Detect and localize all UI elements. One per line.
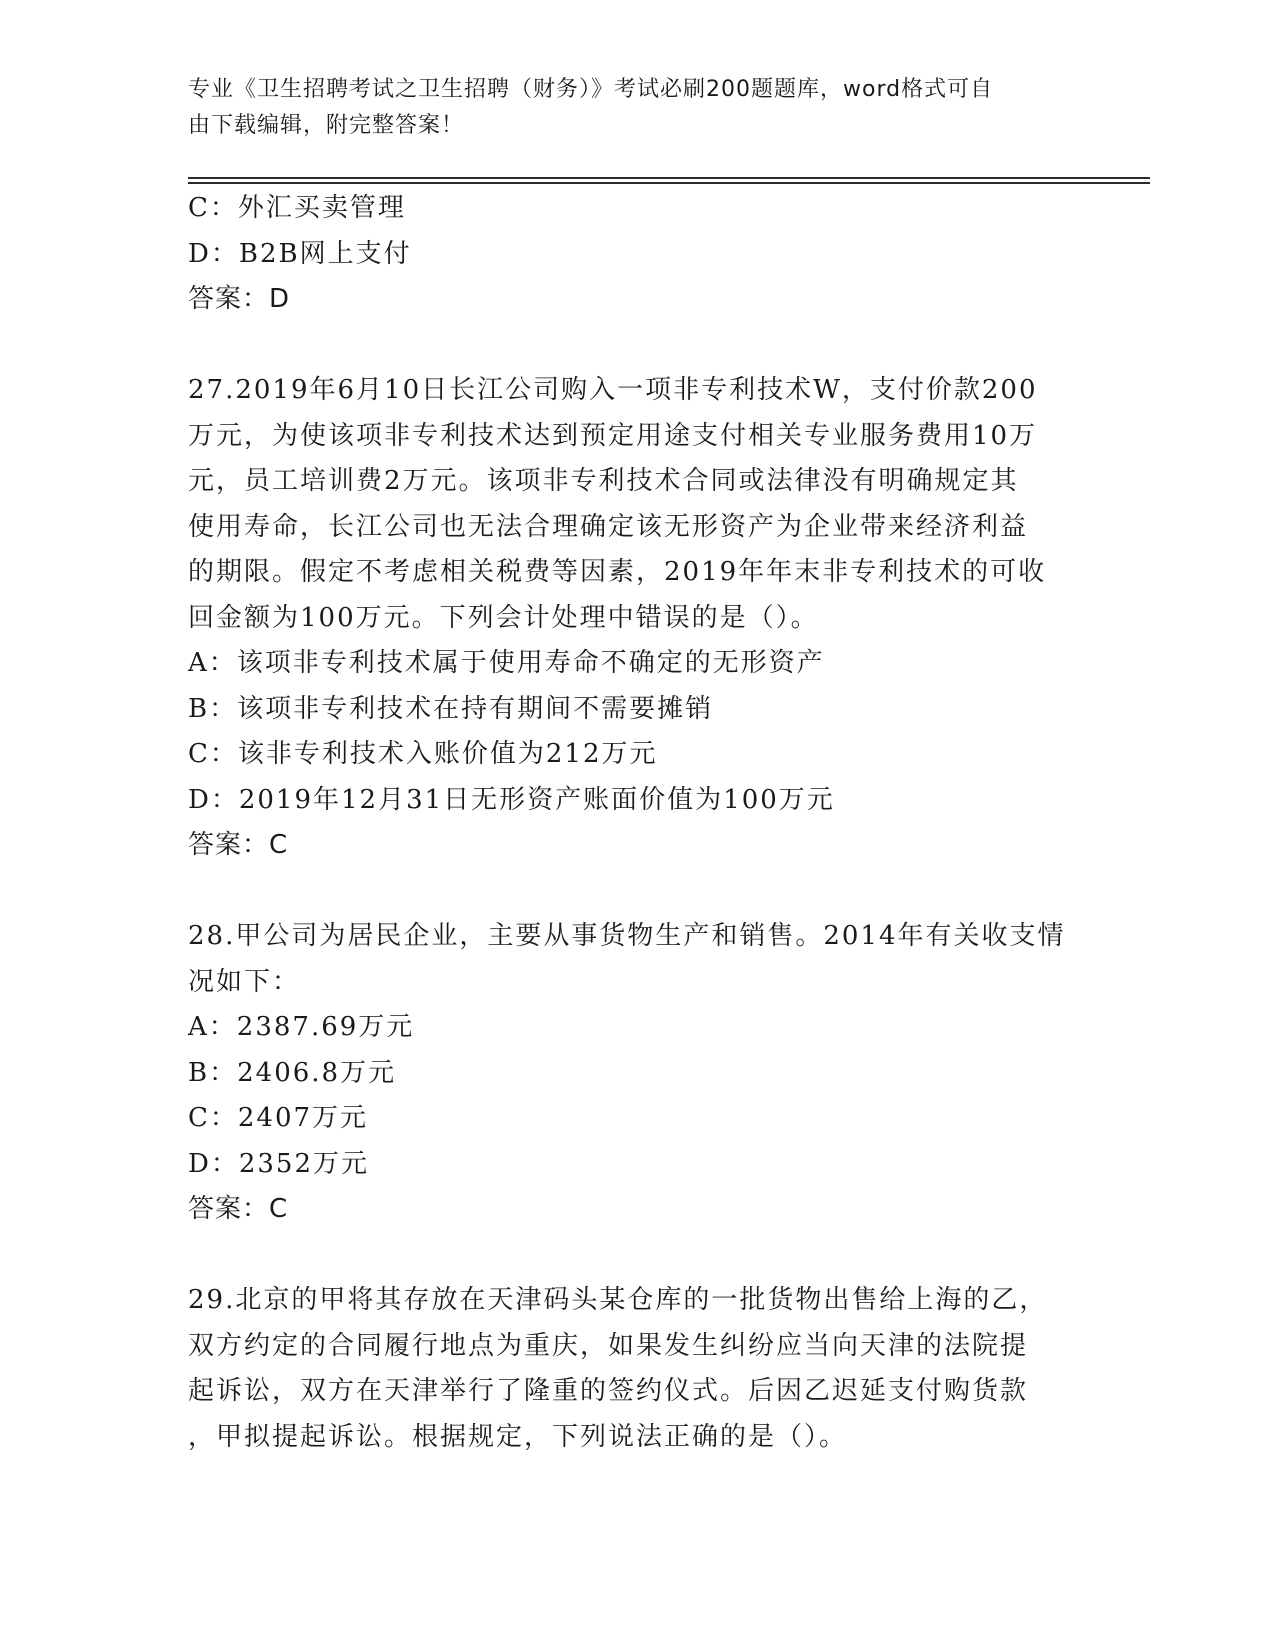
header-rule-bottom bbox=[188, 182, 1150, 184]
option-b: B：该项非专利技术在持有期间不需要摊销 bbox=[188, 693, 714, 724]
question-27 bbox=[188, 368, 1088, 869]
option-c: C：外汇买卖管理 bbox=[188, 193, 406, 223]
spacer bbox=[188, 869, 1088, 915]
question-text-line: 29.北京的甲将其存放在天津码头某仓库的一批货物出售给上海的乙， bbox=[188, 1285, 1048, 1315]
option-d: D：2352万元 bbox=[188, 1148, 370, 1179]
document-body bbox=[188, 186, 1088, 1460]
option-d: D：B2B网上支付 bbox=[188, 238, 412, 269]
question-text-line: 27.2019年6月10日长江公司购入一项非专利技术W，支付价款200 bbox=[188, 375, 1038, 405]
question-text-line: ，甲拟提起诉讼。根据规定，下列说法正确的是（）。 bbox=[188, 1421, 848, 1452]
question-text-line: 元，员工培训费2万元。该项非专利技术合同或法律没有明确规定其 bbox=[188, 466, 1019, 496]
option-d: D：2019年12月31日无形资产账面价值为100万元 bbox=[188, 784, 835, 815]
question-text-line: 28.甲公司为居民企业，主要从事货物生产和销售。2014年有关收支情 bbox=[188, 921, 1066, 951]
question-29 bbox=[188, 1278, 1088, 1460]
option-a: A：2387.69万元 bbox=[188, 1012, 415, 1042]
question-28 bbox=[188, 914, 1088, 1233]
header-line-2: 由下载编辑，附完整答案！ bbox=[188, 113, 465, 138]
spacer bbox=[188, 323, 1088, 369]
option-c: C：2407万元 bbox=[188, 1103, 369, 1133]
header-line-1: 专业《卫生招聘考试之卫生招聘（财务）》考试必刷200题题库，word格式可自 bbox=[188, 77, 994, 102]
answer-label: 答案：D bbox=[188, 284, 291, 314]
question-text-line: 的期限。假定不考虑相关税费等因素，2019年年末非专利技术的可收 bbox=[188, 557, 1047, 587]
option-b: B：2406.8万元 bbox=[188, 1057, 397, 1088]
answer-label: 答案：C bbox=[188, 830, 289, 860]
document-header bbox=[188, 72, 1068, 144]
option-a: A：该项非专利技术属于使用寿命不确定的无形资产 bbox=[188, 648, 825, 678]
question-text-line: 况如下： bbox=[188, 966, 301, 997]
question-text-line: 起诉讼，双方在天津举行了隆重的签约仪式。后因乙迟延支付购货款 bbox=[188, 1376, 1029, 1406]
question-text-line: 回金额为100万元。下列会计处理中错误的是（）。 bbox=[188, 602, 819, 633]
question-text-line: 万元，为使该项非专利技术达到预定用途支付相关专业服务费用10万 bbox=[188, 420, 1038, 451]
option-c: C：该非专利技术入账价值为212万元 bbox=[188, 739, 658, 769]
answer-label: 答案：C bbox=[188, 1194, 289, 1224]
spacer bbox=[188, 1233, 1088, 1279]
question-26 bbox=[188, 186, 1088, 323]
header-rule-top bbox=[188, 177, 1150, 179]
question-text-line: 使用寿命，长江公司也无法合理确定该无形资产为企业带来经济利益 bbox=[188, 511, 1029, 542]
question-text-line: 双方约定的合同履行地点为重庆，如果发生纠纷应当向天津的法院提 bbox=[188, 1330, 1029, 1361]
